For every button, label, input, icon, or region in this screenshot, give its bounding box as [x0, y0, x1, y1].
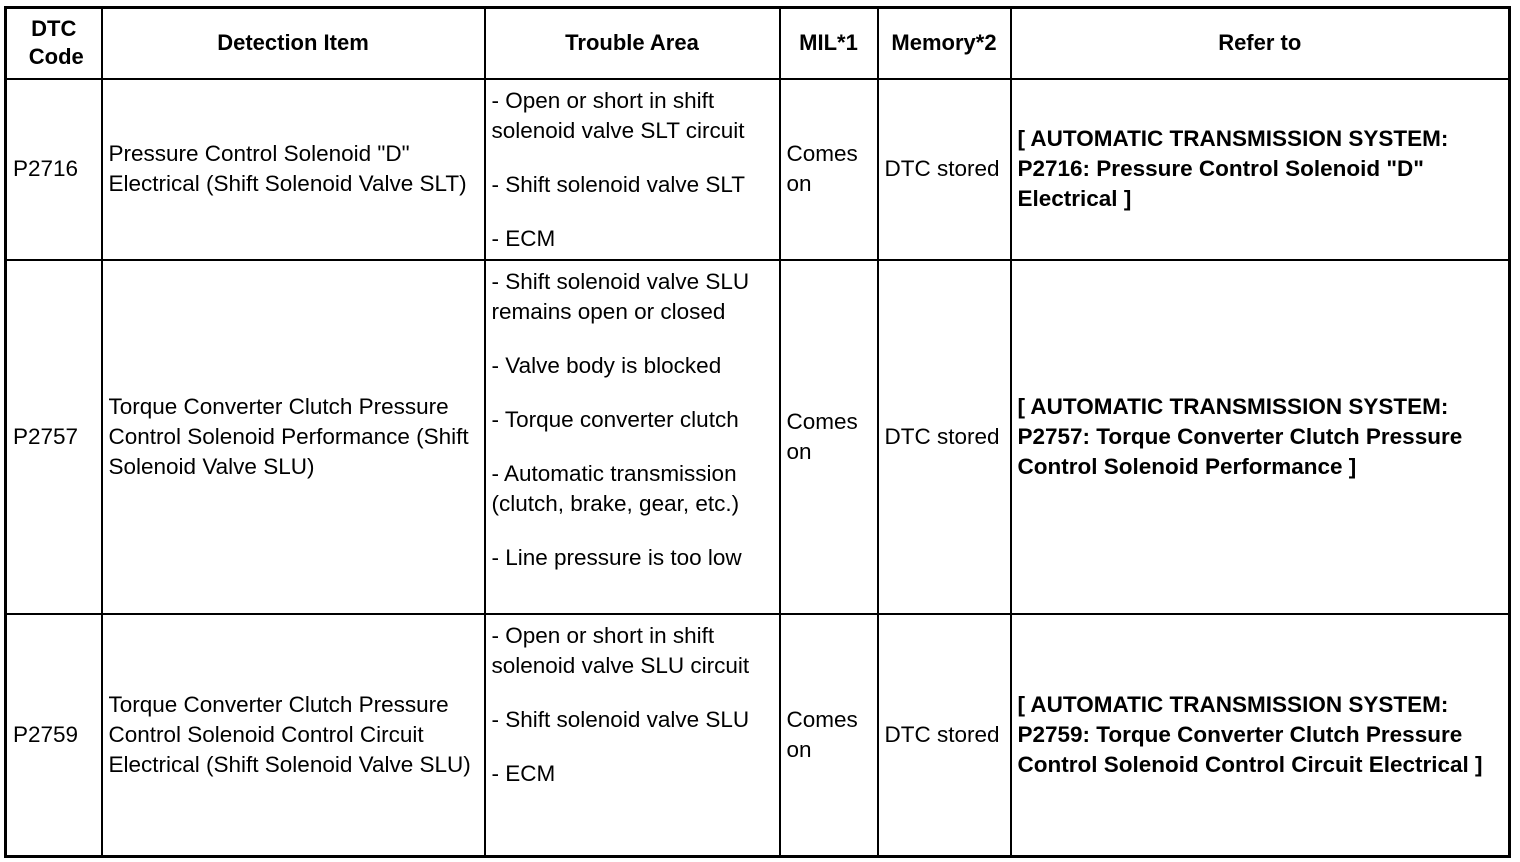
header-detection-item: Detection Item	[102, 8, 485, 79]
trouble-area-item: - ECM	[491, 760, 556, 786]
trouble-area-item: - Shift solenoid valve SLU	[491, 706, 750, 732]
dtc-code-cell: P2716	[6, 79, 102, 260]
detection-item-cell: Torque Converter Clutch Pressure Control Solenoid Performance (Shift Solenoid Valve SLU)	[102, 260, 485, 614]
trouble-area-item: - Open or short in shift solenoid valve SLU circuit	[491, 622, 750, 678]
dtc-table	[4, 6, 1511, 858]
trouble-area-item: - Shift solenoid valve SLU remains open or closed	[491, 268, 750, 324]
refer-to-cell: [ AUTOMATIC TRANSMISSION SYSTEM: P2757: Torque Converter Clutch Pressure Control Solenoid Performance ]	[1011, 260, 1510, 614]
table-row	[6, 260, 1510, 614]
header-memory: Memory*2	[878, 8, 1011, 79]
trouble-area-item: - Automatic transmission (clutch, brake, gear, etc.)	[491, 460, 740, 516]
trouble-area-item: - ECM	[491, 225, 556, 251]
mil-cell: Comes on	[780, 260, 878, 614]
header-mil: MIL*1	[780, 8, 878, 79]
header-dtc-code: DTC Code	[6, 8, 102, 79]
mil-cell: Comes on	[780, 79, 878, 260]
trouble-area-cell	[485, 79, 780, 260]
refer-to-cell: [ AUTOMATIC TRANSMISSION SYSTEM: P2716: Pressure Control Solenoid "D" Electrical ]	[1011, 79, 1510, 260]
trouble-area-item: - Shift solenoid valve SLT	[491, 171, 745, 197]
mil-cell: Comes on	[780, 614, 878, 857]
trouble-area-item: - Valve body is blocked	[491, 352, 722, 378]
trouble-area-cell	[485, 614, 780, 857]
memory-cell: DTC stored	[878, 614, 1011, 857]
refer-to-cell: [ AUTOMATIC TRANSMISSION SYSTEM: P2759: Torque Converter Clutch Pressure Control Solenoid Control Circuit Electrical ]	[1011, 614, 1510, 857]
detection-item-cell: Pressure Control Solenoid "D" Electrical (Shift Solenoid Valve SLT)	[102, 79, 485, 260]
memory-cell: DTC stored	[878, 79, 1011, 260]
trouble-area-item: - Torque converter clutch	[491, 406, 739, 432]
dtc-code-cell: P2759	[6, 614, 102, 857]
header-trouble-area: Trouble Area	[485, 8, 780, 79]
dtc-code-cell: P2757	[6, 260, 102, 614]
trouble-area-cell	[485, 260, 780, 614]
detection-item-cell: Torque Converter Clutch Pressure Control Solenoid Control Circuit Electrical (Shift Solenoid Valve SLU)	[102, 614, 485, 857]
header-row	[6, 8, 1510, 79]
trouble-area-item: - Open or short in shift solenoid valve SLT circuit	[491, 87, 745, 143]
trouble-area-item: - Line pressure is too low	[491, 544, 742, 570]
table-row	[6, 614, 1510, 857]
table-row	[6, 79, 1510, 260]
memory-cell: DTC stored	[878, 260, 1011, 614]
header-refer-to: Refer to	[1011, 8, 1510, 79]
